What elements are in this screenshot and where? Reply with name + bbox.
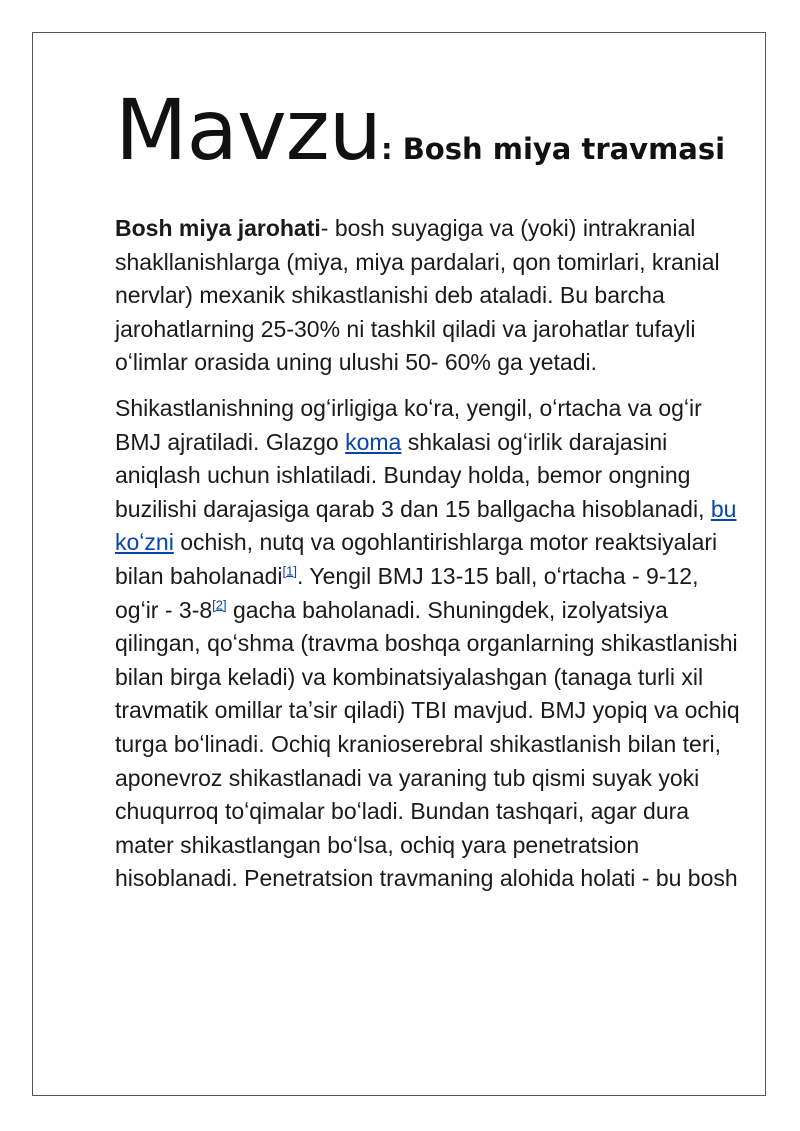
- severity-text-1: Shikastlanishning ogʻirligiga koʻra, yengil, oʻrtacha va ogʻir BMJ ajratiladi. Glazgo: [115, 394, 702, 455]
- paragraph-severity: [115, 392, 745, 896]
- title-main: Mavzu: [115, 81, 381, 179]
- severity-text-2: shkalasi ogʻirlik darajasini aniqlash uchun ishlatiladi. Bunday holda, bemor ongning buzilishi darajasiga qarab 3 dan 15 ballgacha hisoblanadi,: [115, 428, 711, 522]
- title-subtitle: : Bosh miya travmasi: [381, 132, 726, 166]
- page-title: [115, 81, 745, 179]
- eye-opening-link[interactable]: bu koʻzni: [115, 495, 737, 556]
- severity-text-3: ochish, nutq va ogohlantirishlarga motor reaktsiyalari bilan baholanadi: [115, 529, 718, 589]
- severity-text-5: gacha baholanadi. Shuningdek, izolyatsiya qilingan, qoʻshma (travma boshqa organlarning shikastlanishi bilan birga keladi) va kombinatsiyalashgan (tanaga turli xil travmatik omillar taʼsir qiladi) TBI mavjud. BMJ yopiq va ochiq turga boʻlinadi. Ochiq kranioserebral shikastlanish bilan teri, aponevroz shikastlanadi va yaraning tub qismi suyak yoki chuqurroq toʻqimalar boʻladi. Bundan tashqari, agar dura mater shikastlangan boʻlsa, ochiq yara penetratsion hisoblanadi. Penetratsion travmaning alohida holati - bu bosh: [115, 596, 740, 892]
- definition-text: - bosh suyagiga va (yoki) intrakranial shakllanishlarga (miya, miya pardalari, qon tomirlari, kranial nervlar) mexanik shikastlanishi deb ataladi. Bu barcha jarohatlarning 25-30% ni tashkil qiladi va jarohatlar tufayli oʻlimlar orasida uning ulushi 50- 60% ga yetadi.: [115, 215, 720, 376]
- severity-text-4: . Yengil BMJ 13-15 ball, oʻrtacha - 9-12, ogʻir - 3-8: [115, 562, 699, 623]
- definition-term: Bosh miya jarohati: [115, 215, 321, 241]
- document-body: [115, 81, 745, 896]
- paragraph-definition: [115, 212, 745, 380]
- reference-2-link[interactable]: [2]: [212, 596, 227, 612]
- reference-1-link[interactable]: [1]: [282, 563, 298, 579]
- koma-link[interactable]: koma: [345, 428, 402, 455]
